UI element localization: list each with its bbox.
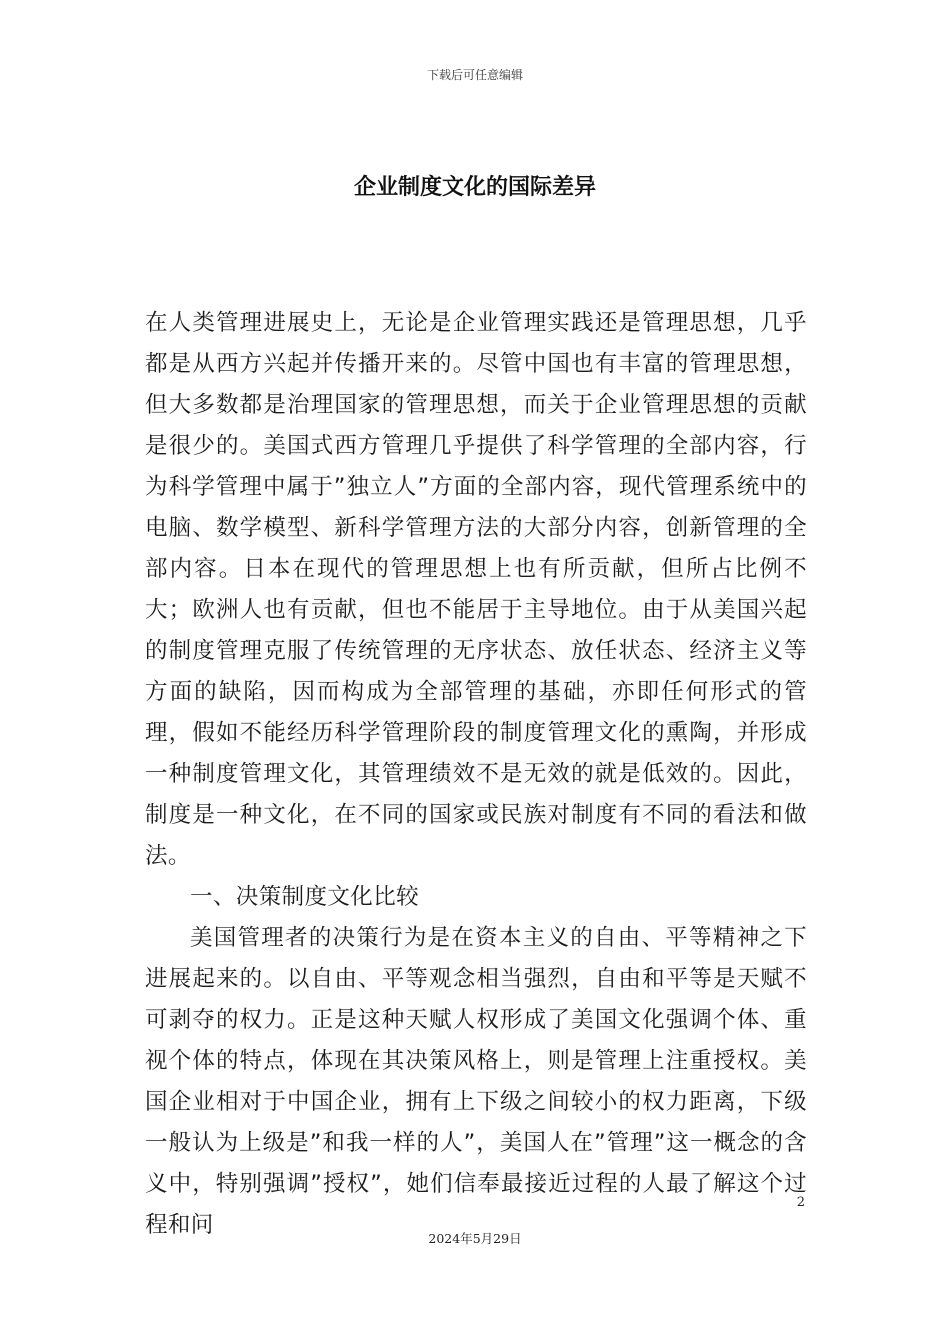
document-title: 企业制度文化的国际差异 <box>353 175 596 200</box>
document-body <box>145 303 807 1246</box>
body-paragraph: 美国管理者的决策行为是在资本主义的自由、平等精神之下进展起来的。以自由、平等观念相当强烈，自由和平等是天赋不可剥夺的权力。正是这种天赋人权形成了美国文化强调个体、重视个体的特点，体现在其决策风格上，则是管理上注重授权。美国企业相对于中国企业，拥有上下级之间较小的权力距离，下级一般认为上级是”和我一样的人”，美国人在”管理”这一概念的含义中，特别强调”授权”，她们信奉最接近过程的人最了解这个过程和问 <box>145 925 807 1238</box>
intro-paragraph: 在人类管理进展史上，无论是企业管理实践还是管理思想，几乎都是从西方兴起并传播开来的。尽管中国也有丰富的管理思想，但大多数都是治理国家的管理思想，而关于企业管理思想的贡献是很少的。美国式西方管理几乎提供了科学管理的全部内容，行为科学管理中属于”独立人”方面的全部内容，现代管理系统中的电脑、数学模型、新科学管理方法的大部分内容，创新管理的全部内容。日本在现代的管理思想上也有所贡献，但所占比例不大；欧洲人也有贡献，但也不能居于主导地位。由于从美国兴起的制度管理克服了传统管理的无序状态、放任状态、经济主义等方面的缺陷，因而构成为全部管理的基础，亦即任何形式的管理，假如不能经历科学管理阶段的制度管理文化的熏陶，并形成一种制度管理文化，其管理绩效不是无效的就是低效的。因此，制度是一种文化，在不同的国家或民族对制度有不同的看法和做法。 <box>145 310 807 869</box>
page-number: 2 <box>796 1195 805 1210</box>
page-header: 下载后可任意编辑 <box>426 68 523 82</box>
section-heading: 一、决策制度文化比较 <box>190 884 420 910</box>
page-footer-date: 2024年5月29日 <box>428 1231 522 1246</box>
